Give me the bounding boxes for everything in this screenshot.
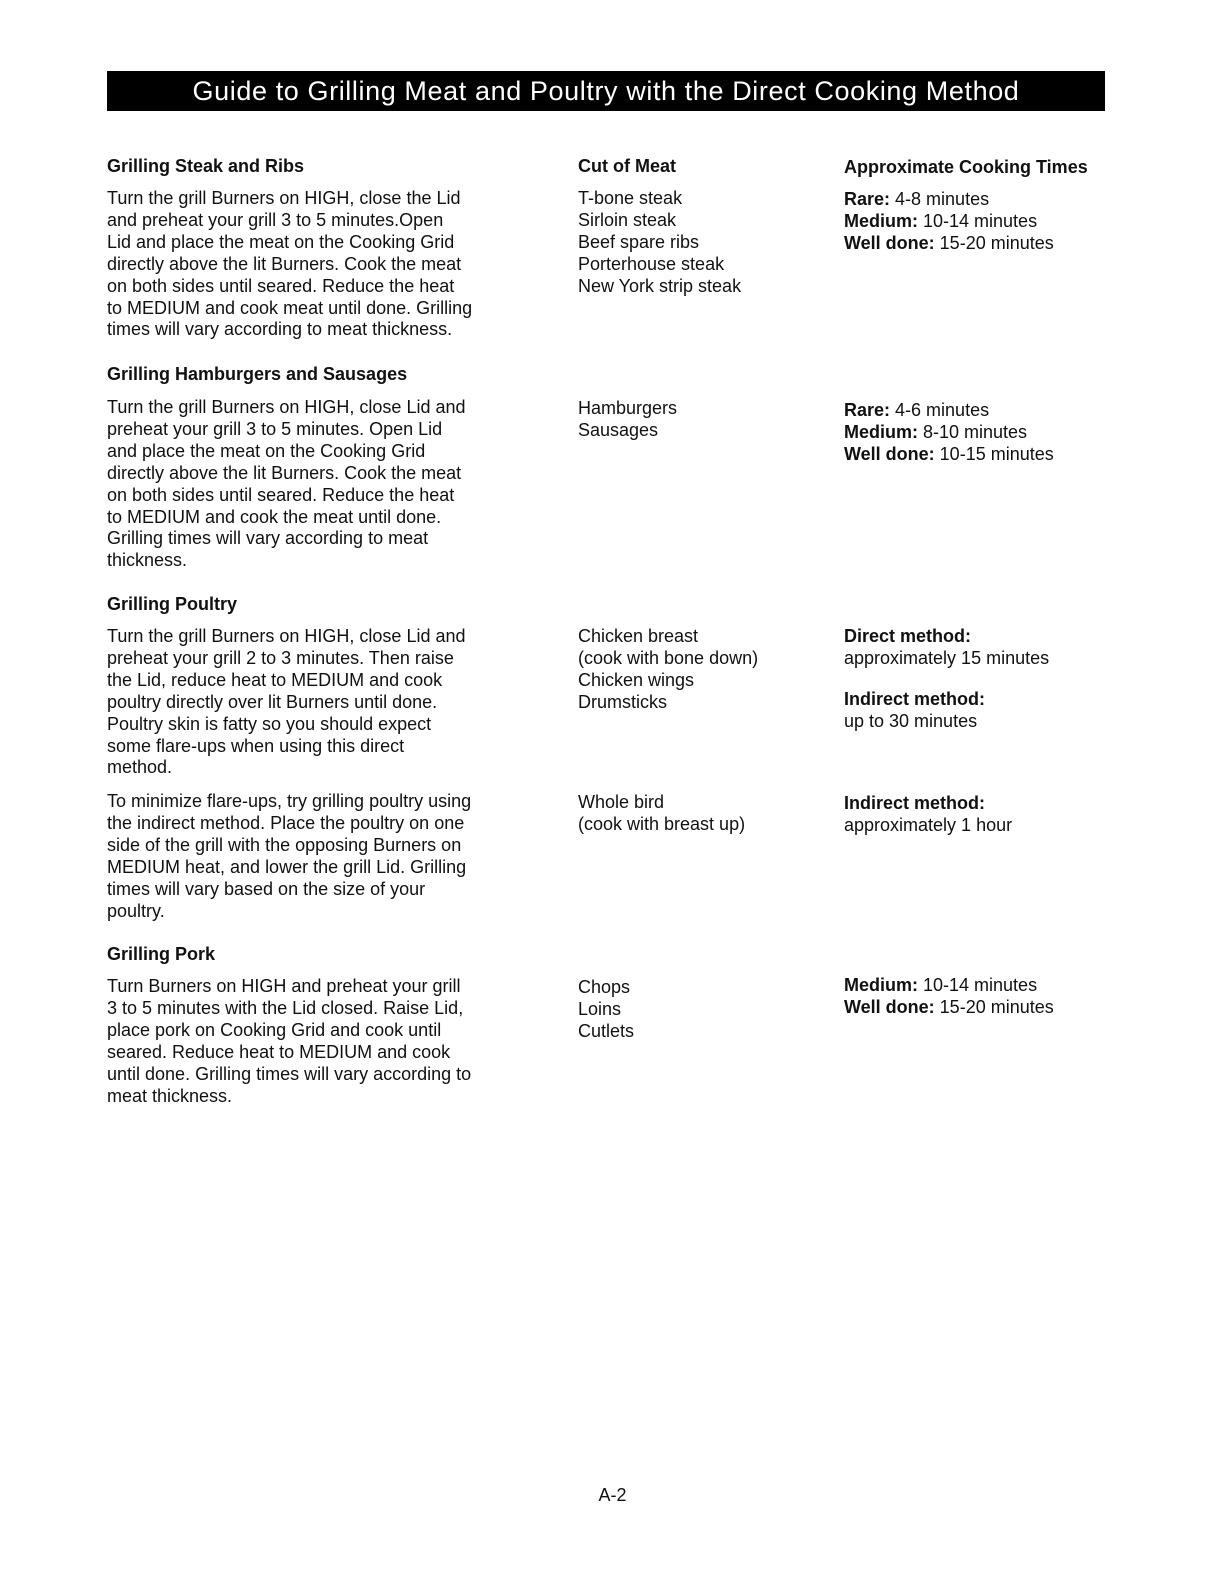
cut-list: Chops Loins Cutlets xyxy=(578,977,635,1041)
cut-of-meat-header: Cut of Meat xyxy=(578,156,676,176)
direct-method-value: approximately 15 minutes xyxy=(844,647,1050,668)
time-row-medium: Medium: 10-14 minutes xyxy=(844,210,1038,231)
section-instructions: Turn the grill Burners on HIGH, close Lid and preheat your grill 2 to 3 minutes. Then raise the Lid, reduce heat to MEDIUM and cook poultry directly over lit Burners until done. Poultry skin is fatty so you should expect some flare-ups when using this direct method. xyxy=(107,626,466,778)
indirect-method-label: Indirect method: xyxy=(844,793,986,813)
time-row-well-done: Well done: 10-15 minutes xyxy=(844,443,1054,464)
section-heading: Grilling Pork xyxy=(107,944,216,964)
section-instructions-indirect: To minimize flare-ups, try grilling poultry using the indirect method. Place the poultry on one side of the grill with the opposing Burners on MEDIUM heat, and lower the grill Lid. Grilling times will vary based on the size of your poultry. xyxy=(107,791,472,921)
cooking-times-header: Approximate Cooking Times xyxy=(844,157,1088,177)
section-heading: Grilling Poultry xyxy=(107,594,238,614)
cut-list: T-bone steak Sirloin steak Beef spare ribs Porterhouse steak New York strip steak xyxy=(578,188,742,296)
cut-list: Hamburgers Sausages xyxy=(578,398,678,440)
indirect-method-value: up to 30 minutes xyxy=(844,710,978,731)
time-row-well-done: Well done: 15-20 minutes xyxy=(844,232,1054,253)
section-instructions: Turn the grill Burners on HIGH, close Lid and preheat your grill 3 to 5 minutes. Open Lid and place the meat on the Cooking Grid directly above the lit Burners. Cook the meat on both sides until seared. Reduce the heat to MEDIUM and cook the meat until done. Grilling times will vary according to meat thickness. xyxy=(107,397,466,571)
cooking-times-direct xyxy=(844,626,1114,670)
time-row-medium: Medium: 10-14 minutes xyxy=(844,975,1038,995)
cooking-times xyxy=(844,189,1114,255)
time-row-rare: Rare: 4-8 minutes xyxy=(844,189,990,209)
cut-list-whole-bird: Whole bird (cook with breast up) xyxy=(578,792,746,834)
time-row-rare: Rare: 4-6 minutes xyxy=(844,400,990,420)
time-row-well-done: Well done: 15-20 minutes xyxy=(844,996,1054,1017)
cooking-times-indirect xyxy=(844,689,1114,733)
page-number: A-2 xyxy=(598,1485,627,1505)
section-heading: Grilling Hamburgers and Sausages xyxy=(107,364,408,384)
cooking-times xyxy=(844,400,1114,466)
indirect-method-value: approximately 1 hour xyxy=(844,814,1013,835)
cooking-times xyxy=(844,975,1114,1019)
section-instructions: Turn the grill Burners on HIGH, close the Lid and preheat your grill 3 to 5 minutes.Open Lid and place the meat on the Cooking Grid directly above the lit Burners. Cook the meat on both sides until seared. Reduce the heat to MEDIUM and cook meat until done. Grilling times will vary according to meat thickness. xyxy=(107,188,473,340)
time-row-medium: Medium: 8-10 minutes xyxy=(844,421,1028,442)
cut-list: Chicken breast (cook with bone down) Chicken wings Drumsticks xyxy=(578,626,759,712)
page-title-banner: Guide to Grilling Meat and Poultry with the Direct Cooking Method xyxy=(107,71,1105,111)
direct-method-label: Direct method: xyxy=(844,626,972,646)
section-heading: Grilling Steak and Ribs xyxy=(107,156,305,176)
indirect-method-label: Indirect method: xyxy=(844,689,986,709)
cooking-times-whole-bird xyxy=(844,793,1114,837)
section-instructions: Turn Burners on HIGH and preheat your grill 3 to 5 minutes with the Lid closed. Raise Lid, place pork on Cooking Grid and cook until seared. Reduce heat to MEDIUM and cook until done. Grilling times will vary according to meat thickness. xyxy=(107,976,472,1106)
